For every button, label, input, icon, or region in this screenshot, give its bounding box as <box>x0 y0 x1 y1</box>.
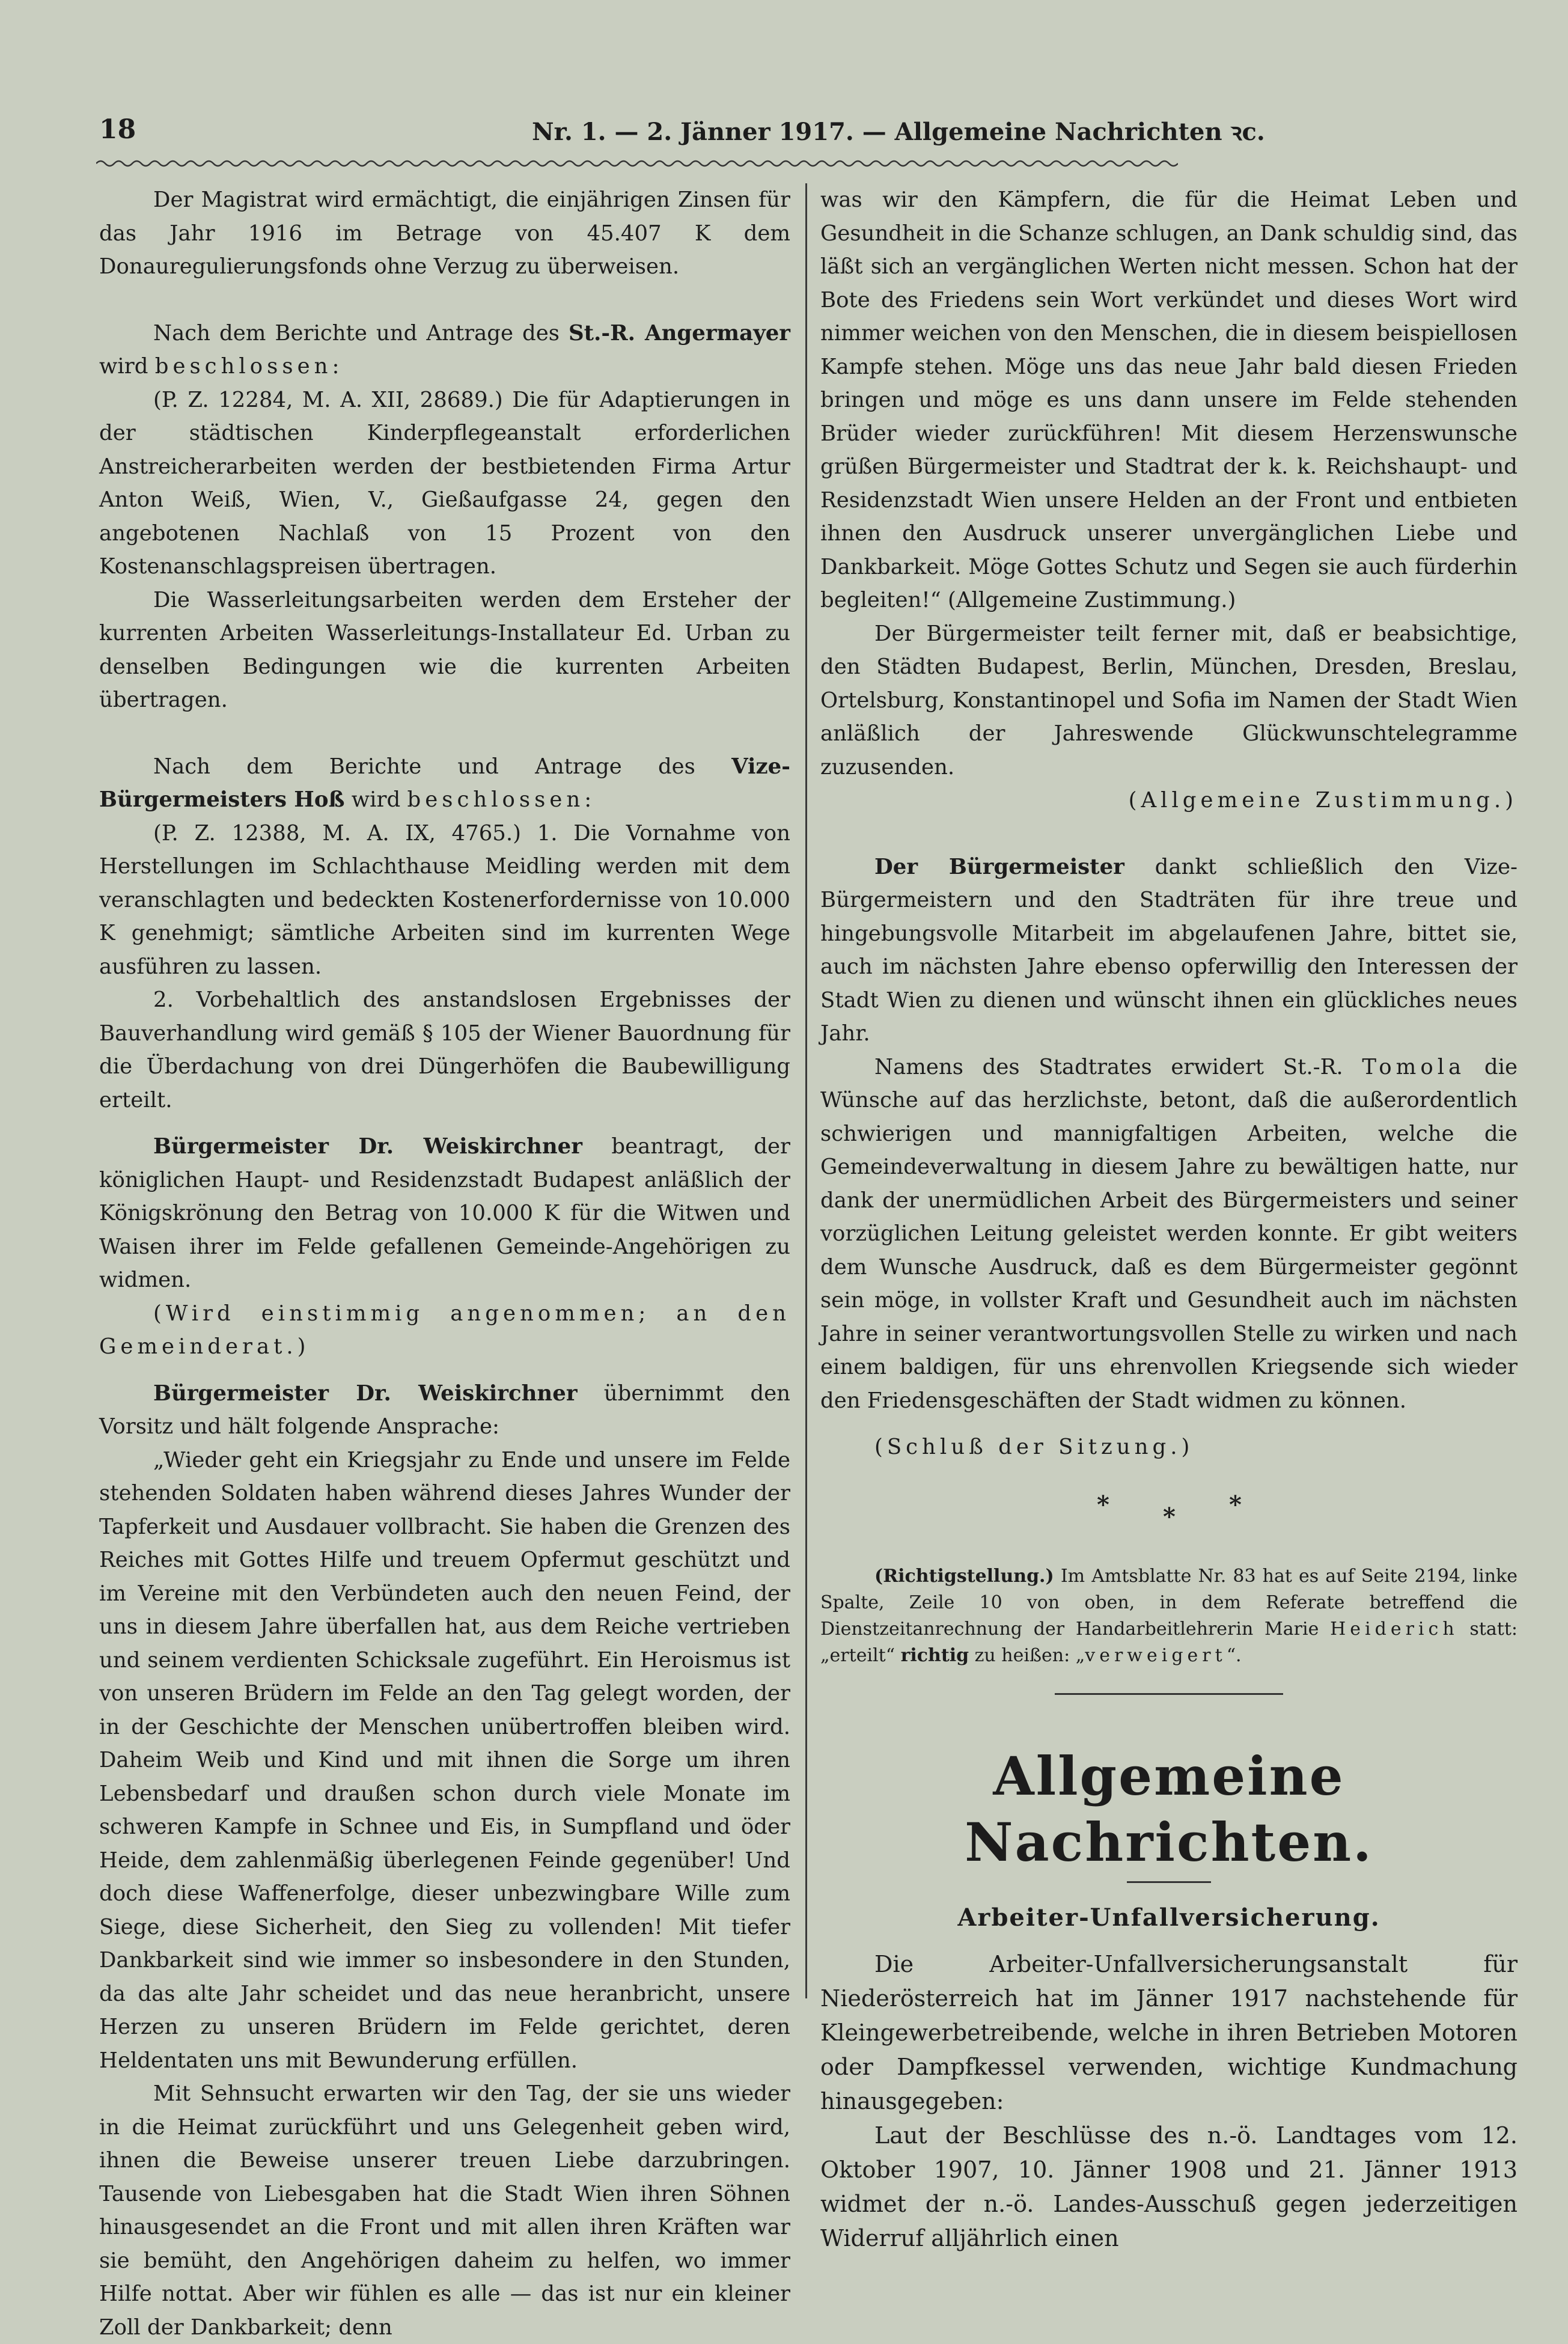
person-name: Vize-Bürgermeisters Hoß <box>99 754 790 812</box>
page-header <box>99 114 1265 150</box>
paragraph: (Allgemeine Zustimmung.) <box>1128 788 1518 813</box>
paragraph: (Schluß der Sitzung.) <box>874 1435 1194 1459</box>
right-column <box>820 183 1518 2256</box>
asterisk: * <box>1097 1490 1109 1519</box>
paragraph: Nach dem Berichte und Antrage des Vize-Bürgermeisters Hoß wird beschlossen: <box>99 754 790 812</box>
person-name: St.-R. Angermayer <box>568 320 790 346</box>
emphasis: richtig <box>900 1644 969 1666</box>
note-label: (Richtigstellung.) <box>874 1565 1054 1587</box>
title-rule <box>1127 1881 1211 1883</box>
person-name: Bürgermeister Dr. Weiskirchner <box>153 1134 582 1159</box>
paragraph: Nach dem Berichte und Antrage des St.-R. Angermayer wird beschlossen: <box>99 320 790 379</box>
paragraph: „Wieder geht ein Kriegsjahr zu Ende und unsere im Felde stehenden Soldaten haben während dieses Jahres Wunder der Tapferkeit und Ausdauer vollbracht. Sie haben die Grenzen des Reiches mit Gottes Hilfe und treuem Opfermut geschützt und im Vereine mit den Verbündeten auch den neuen Feind, der uns in diesem Jahre überfallen hat, aus dem Reiche vertrieben und seinem verdienten Schicksale zugeführt. Ein Heroismus ist von unseren Brüdern im Felde an den Tag gelegt worden, der in der Geschichte der Menschen unübertroffen bleiben wird. Daheim Weib und Kind und mit ihnen die Sorge um ihren Lebensbedarf und draußen schon durch viele Monate im schweren Kampfe in Schnee und Eis, in Sumpfland und öder Heide, dem zahlenmäßig überlegenen Feinde gegenüber! Und doch diese Waffenerfolge, dieser unbezwingbare Wille zum Siege, diese Sicherheit, den Sieg zu vollenden! Mit tiefer Dankbarkeit sind wie immer so insbesondere in den Stunden, da das alte Jahr scheidet und das neue heranbricht, unsere Herzen zu unseren Brüdern im Felde gerichtet, deren Heldentaten uns mit Bewunderung erfüllen. <box>99 1447 790 2073</box>
paragraph: Bürgermeister Dr. Weiskirchner übernimmt den Vorsitz und hält folgende Ansprache: <box>99 1381 791 1439</box>
running-head: Nr. 1. — 2. Jänner 1917. — Allgemeine Nachrichten ꝛc. <box>532 118 1265 146</box>
asterisk-divider <box>820 1464 1518 1530</box>
left-column <box>99 183 790 2344</box>
emphasis: beschlossen: <box>407 787 596 812</box>
emphasis: beschlossen: <box>154 354 344 379</box>
paragraph: was wir den Kämpfern, die für die Heimat Leben und Gesundheit in die Schanze schlugen, an Dank schuldig sind, das läßt sich an vergänglichen Werten nicht messen. Schon hat der Bote des Friedens sein Wort verkündet und dieses Wort wird nimmer weichen von den Menschen, die in diesem beispiellosen Kampfe stehen. Möge uns das neue Jahr bald diesen Frieden bringen und möge es uns dann unsere im Felde stehenden Brüder wieder zurückführen! Mit diesem Herzenswunsche grüßen Bürgermeister und Stadtrat der k. k. Reichshaupt- und Residenzstadt Wien unsere Helden an der Front und entbieten ihnen den Ausdruck unserer unvergänglichen Liebe und Dankbarkeit. Möge Gottes Schutz und Segen sie auch fürderhin begleiten!“ (Allgemeine Zustimmung.) <box>820 188 1518 612</box>
asterisk: * <box>1229 1490 1242 1519</box>
paragraph: Der Bürgermeister teilt ferner mit, daß er beabsichtige, den Städten Budapest, Berlin, München, Dresden, Breslau, Ortelsburg, Konstantinopel und Sofia im Namen der Stadt Wien anläßlich der Jahreswende Glückwunschtelegramme zuzusenden. <box>820 621 1518 780</box>
subheading: Arbeiter-Unfallversicherung. <box>957 1903 1380 1932</box>
paragraph: Die Arbeiter-Unfallversicherungsanstalt für Niederösterreich hat im Jänner 1917 nachstehende für Kleingewerbetreibende, welche in ihren Betrieben Motoren oder Dampfkessel verwenden, wichtige Kundmachung hinausgegeben: <box>820 1951 1518 2114</box>
paragraph: Bürgermeister Dr. Weiskirchner beantragt, der königlichen Haupt- und Residenzstadt Budapest anläßlich der Königskrönung den Betrag von 10.000 K für die Witwen und Waisen ihrer im Felde gefallenen Gemeinde-Angehörigen zu widmen. <box>99 1134 790 1292</box>
paragraph: Der Magistrat wird ermächtigt, die einjährigen Zinsen für das Jahr 1916 im Betrage von 45.407 K dem Donauregulierungsfonds ohne Verzug zu überweisen. <box>99 188 790 279</box>
person-name: Der Bürgermeister <box>874 854 1124 879</box>
paragraph: Die Wasserleitungsarbeiten werden dem Ersteher der kurrenten Arbeiten Wasserleitungs-Installateur Ed. Urban zu denselben Bedingungen wie die kurrenten Arbeiten übertragen. <box>99 587 790 712</box>
asterisk: * <box>1163 1502 1176 1531</box>
paragraph: (P. Z. 12284, M. A. XII, 28689.) Die für Adaptierungen in der städtischen Kinderpflegeanstalt erforderlichen Anstreicherarbeiten werden der bestbietenden Firma Artur Anton Weiß, Wien, V., Gießaufgasse 24, gegen den angebotenen Nachlaß von 15 Prozent von den Kostenanschlagspreisen übertragen. <box>99 387 790 579</box>
paragraph: Der Bürgermeister dankt schließlich den Vize-Bürgermeistern und den Stadträten für ihre treue und hingebungsvolle Mitarbeit im abgelaufenen Jahre, bittet sie, auch im nächsten Jahre ebenso opferwillig den Interessen der Stadt Wien zu dienen und wünscht ihnen ein glückliches neues Jahr. <box>820 854 1518 1046</box>
page-number: 18 <box>99 114 136 145</box>
paragraph: (P. Z. 12388, M. A. IX, 4765.) 1. Die Vornahme von Herstellungen im Schlachthause Meidling werden mit dem veranschlagten und bedeckten Kostenerfordernisse von 10.000 K genehmigt; sämtliche Arbeiten sind im kurrenten Wege ausführen zu lassen. <box>99 820 790 979</box>
paragraph: Namens des Stadtrates erwidert St.-R. Tomola die Wünsche auf das herzlichste, betont, daß die außerordentlich schwierigen und mannigfaltigen Arbeiten, welche die Gemeindeverwaltung in diesem Jahre zu bewältigen hatte, nur dank der unermüdlichen Arbeit des Bürgermeisters und seiner vorzüglichen Leitung geleistet werden konnte. Er gibt weiters dem Wunsche Ausdruck, daß es dem Bürgermeister gegönnt sein möge, in vollster Kraft und Gesundheit auch im nächsten Jahre in seiner verantwortungsvollen Stelle zu wirken und nach einem baldigen, für uns ehrenvollen Kriegsende sich wieder den Friedensgeschäften der Stadt widmen zu können. <box>820 1054 1518 1413</box>
column-divider <box>805 183 807 1998</box>
person-name: Bürgermeister Dr. Weiskirchner <box>153 1381 578 1406</box>
correction-note: (Richtigstellung.) Im Amtsblatte Nr. 83 hat es auf Seite 2194, linke Spalte, Zeile 10 von oben, in dem Referate betreffend die Dienstzeitanrechnung der Handarbeitlehrerin Marie Heiderich statt: „erteilt“ richtig zu heißen: „verweigert“. <box>820 1565 1518 1666</box>
header-wavy-rule <box>96 157 1178 169</box>
paragraph: (Wird einstimmig angenommen; an den Gemeinderat.) <box>99 1301 790 1359</box>
person-name: Heiderich <box>1330 1618 1459 1640</box>
section-rule <box>1055 1693 1283 1695</box>
paragraph: 2. Vorbehaltlich des anstandslosen Ergebnisses der Bauverhandlung wird gemäß § 105 der Wiener Bauordnung für die Überdachung von drei Düngerhöfen die Baubewilligung erteilt. <box>99 987 790 1112</box>
person-name: Tomola <box>1362 1054 1466 1079</box>
section-title: Allgemeine Nachrichten. <box>965 1744 1373 1873</box>
emphasis: verweigert <box>1085 1644 1227 1666</box>
paragraph: Laut der Beschlüsse des n.-ö. Landtages vom 12. Oktober 1907, 10. Jänner 1908 und 21. Jänner 1913 widmet der n.-ö. Landes-Ausschuß gegen jederzeitigen Widerruf alljährlich einen <box>820 2122 1518 2251</box>
paragraph: Mit Sehnsucht erwarten wir den Tag, der sie uns wieder in die Heimat zurückführt und uns Gelegenheit geben wird, ihnen die Beweise unserer treuen Liebe darzubringen. Tausende von Liebesgaben hat die Stadt Wien ihren Söhnen hinausgesendet an die Front und mit allen ihren Kräften war sie bemüht, den Angehörigen daheim zu helfen, wo immer Hilfe nottat. Aber wir fühlen es alle — das ist nur ein kleiner Zoll der Dankbarkeit; denn <box>99 2081 790 2340</box>
